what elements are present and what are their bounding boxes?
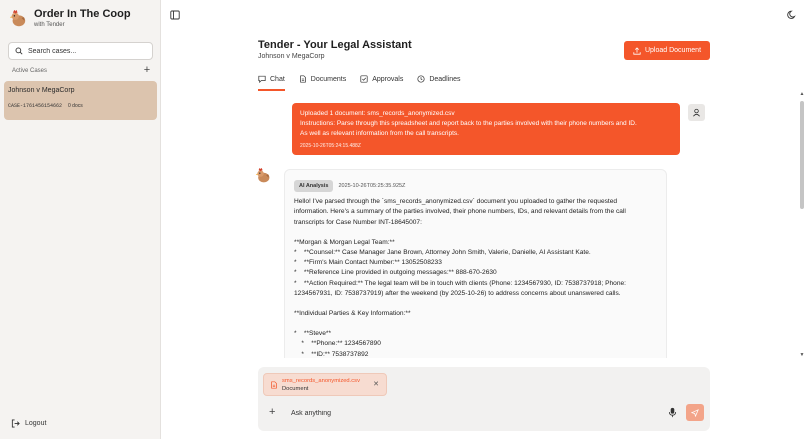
assistant-message-line: * **Phone:** 1234567890	[294, 340, 381, 348]
moon-icon[interactable]	[787, 10, 797, 20]
assistant-message-line: Hello! I've parsed through the `sms_records_anonymized.csv` document you uploaded to gather the requested	[294, 198, 618, 206]
tab-bar	[258, 72, 474, 90]
assistant-message-line: * **Steve**	[294, 330, 332, 338]
user-message-line: Uploaded 1 document: sms_records_anonymized.csv	[300, 110, 455, 117]
assistant-message-line: **Individual Parties & Key Information:**	[294, 310, 411, 318]
case-title: Johnson v MegaCorp	[8, 87, 75, 94]
user-message-line: Instructions: Parse through this spreadsheet and report back to the parties involved with their phone numbers and ID.	[300, 120, 637, 127]
chat-messages	[161, 92, 806, 358]
scroll-down-arrow-icon[interactable]: ▼	[799, 352, 805, 358]
upload-icon	[633, 47, 641, 55]
microphone-icon[interactable]	[668, 407, 677, 418]
case-doc-count: 0 docs	[68, 103, 83, 109]
attachment-name: sms_records_anonymized.csv	[282, 377, 360, 384]
active-cases-label: Active Cases	[12, 68, 48, 74]
page-subtitle: Johnson v MegaCorp	[258, 53, 325, 60]
brand	[9, 8, 131, 30]
app-subtitle: with Tender	[34, 22, 65, 28]
case-item[interactable]	[4, 81, 157, 120]
send-button[interactable]	[686, 404, 704, 421]
file-icon	[270, 381, 278, 389]
user-message-line: As well as relevant information from the call transcripts.	[300, 130, 459, 137]
document-icon	[299, 75, 307, 83]
search-input[interactable]	[28, 48, 148, 55]
assistant-message-line: * **Action Required:** The legal team will be in touch with clients (Phone: 1234567930, ID: 7538737918; Phone:	[294, 279, 626, 287]
tab-deadlines-label: Deadlines	[429, 75, 461, 83]
assistant-message-line: **Morgan & Morgan Legal Team:**	[294, 238, 395, 246]
logout-label: Logout	[25, 420, 47, 427]
tab-documents-label: Documents	[310, 75, 347, 83]
ai-analysis-badge: AI Analysis	[294, 180, 333, 192]
tab-chat-label: Chat	[270, 75, 285, 83]
remove-attachment-button[interactable]: ✕	[373, 381, 379, 388]
app-title: Order In The Coop	[34, 8, 131, 20]
tab-chat[interactable]	[258, 72, 285, 86]
search-icon	[15, 47, 23, 55]
case-id: CASE-1761456154662	[8, 103, 63, 109]
tab-deadlines[interactable]	[417, 72, 460, 86]
user-icon	[692, 108, 701, 117]
attachment-chip	[263, 373, 387, 396]
user-avatar	[688, 104, 705, 121]
scroll-up-arrow-icon[interactable]: ▲	[799, 91, 805, 97]
add-case-button[interactable]: +	[143, 64, 151, 76]
upload-document-label: Upload Document	[644, 47, 702, 54]
attachment-type: Document	[282, 385, 309, 392]
chat-scrollbar[interactable]	[799, 92, 805, 358]
assistant-message-timestamp: 2025-10-26T05:25:35.925Z	[338, 183, 406, 189]
page-title: Tender - Your Legal Assistant	[258, 39, 412, 51]
assistant-message-line: information. Here's a summary of the parties involved, their phone numbers, IDs, and relevant details from the call	[294, 208, 626, 216]
sidebar	[0, 0, 161, 439]
chicken-logo-icon	[9, 10, 27, 28]
scrollbar-thumb[interactable]	[800, 101, 804, 209]
clock-icon	[417, 75, 425, 83]
chat-icon	[258, 75, 266, 83]
assistant-message-line: * **Reference Line provided in outgoing messages:** 888-670-2630	[294, 269, 497, 277]
tab-approvals-label: Approvals	[372, 75, 404, 83]
message-composer	[258, 367, 710, 431]
add-attachment-button[interactable]: +	[269, 406, 276, 418]
assistant-message-line: * **ID:** 7538737892	[294, 350, 369, 358]
assistant-message-line: 1234567931, ID: 7538737919) after the weekend (by 2025-10-26) to address concerns about unanswered calls.	[294, 289, 621, 297]
logout-button[interactable]	[11, 419, 46, 428]
tab-documents[interactable]	[299, 72, 346, 86]
sidebar-toggle-icon[interactable]	[170, 10, 180, 20]
tab-approvals[interactable]	[360, 72, 403, 86]
user-message-timestamp: 2025-10-26T05:24:15.488Z	[300, 143, 361, 149]
message-input[interactable]	[291, 407, 661, 419]
checkbox-icon	[360, 75, 368, 83]
chicken-avatar-icon	[255, 168, 271, 184]
upload-document-button[interactable]	[624, 41, 710, 60]
assistant-message-line: * **Counsel:** Case Manager Jane Brown, Attorney John Smith, Valerie, Danielle, AI Assistant Kate.	[294, 249, 591, 257]
search-box[interactable]	[8, 42, 153, 60]
assistant-message	[284, 169, 667, 358]
send-icon	[691, 409, 699, 417]
logout-icon	[11, 419, 20, 428]
assistant-message-line: * **Firm's Main Contact Number:** 13052508233	[294, 259, 442, 267]
user-message	[292, 103, 680, 155]
assistant-message-line: transcripts for Case Number INT-18645007:	[294, 218, 422, 226]
